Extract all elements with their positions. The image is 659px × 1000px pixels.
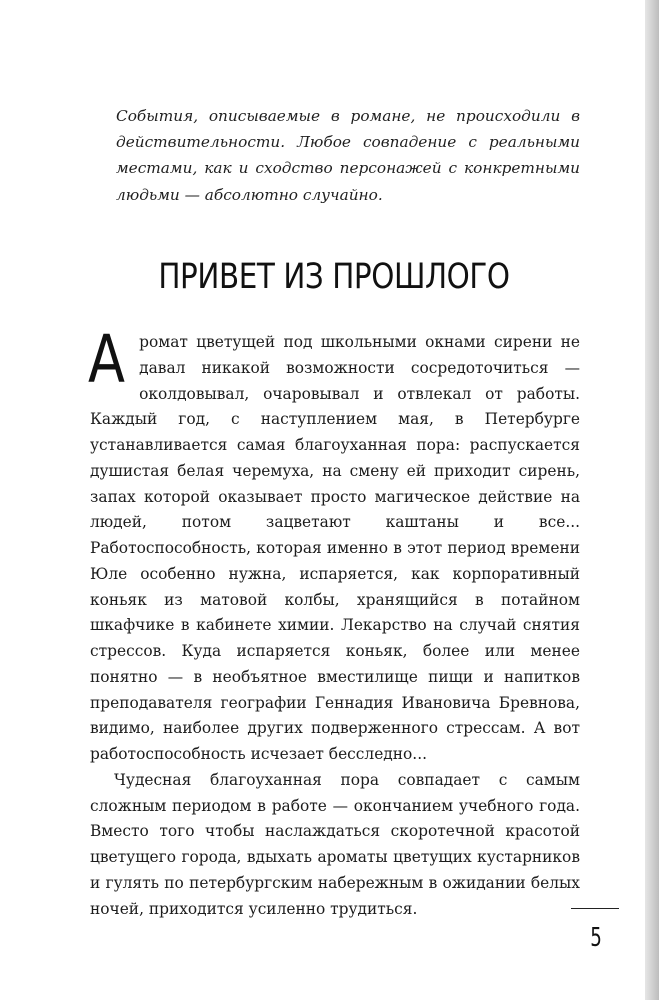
footer-rule [571, 908, 619, 909]
drop-cap-letter: А [88, 321, 126, 398]
chapter-title: ПРИВЕТ ИЗ ПРОШЛОГО [158, 257, 510, 297]
page-number: 5 [590, 923, 602, 953]
disclaimer-text: События, описываемые в романе, не происходили в действительности. Любое совпадение с реальными местами, как и сходство персонажей с конкретными людьми — абсолютно случайно. [116, 107, 580, 204]
page-edge-shadow [645, 0, 659, 1000]
body-paragraph-2: Чудесная благоуханная пора совпадает с самым сложным периодом в работе — окончанием учебного года. Вместо того чтобы наслаждаться скоротечной красотой цветущего города, вдыхать ароматы цветущих кустарников и гулять по петербургским набережным в ожидании белых ночей, приходится усиленно трудиться. [90, 770, 580, 918]
chapter-body [88, 321, 580, 922]
paragraph-1-text: ромат цветущей под школьными окнами сирени не давал никакой возможности сосредоточиться — околдовывал, очаровывал и отвлекал от работы. Каждый год, с наступлением мая, в Петербурге устанавливается самая благоуханная пора: распускается душистая белая черемуха, на смену ей приходит сирень, запах которой оказывает просто магическое действие на людей, потом зацветают каштаны и все... Работоспособность, которая именно в этот период времени Юле особенно нужна, испаряется, как корпоративный коньяк из матовой колбы, хранящийся в потайном шкафчике в кабинете химии. Лекарство на случай снятия стрессов. Куда испаряется коньяк, более или менее понятно — в необъятное вместилище пищи и напитков преподавателя географии Геннадия Ивановича Бревнова, видимо, наиболее других подверженного стрессам. А вот работоспособность исчезает бесследно... [90, 333, 580, 763]
body-paragraph-1 [88, 321, 580, 768]
